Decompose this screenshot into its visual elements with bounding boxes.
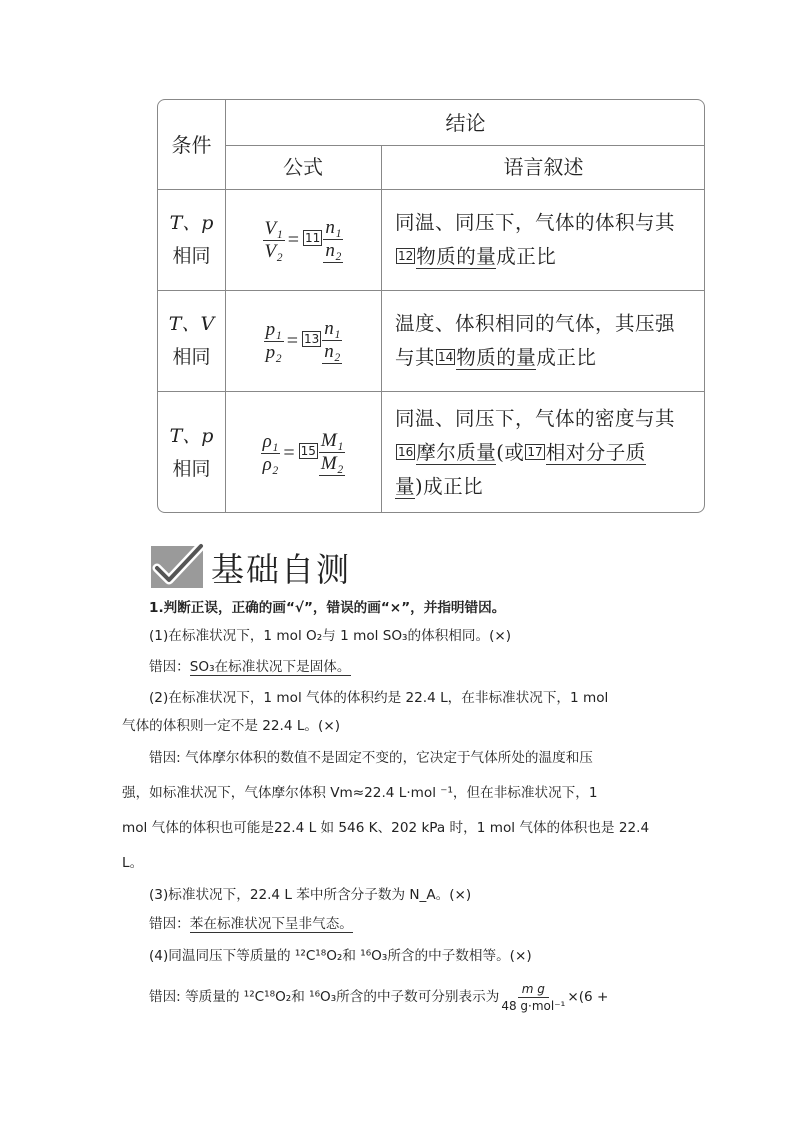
question-item: (3)标准状况下，22.4 L 苯中所含分子数为 N_A。(×) xyxy=(149,887,472,903)
question-intro: 1.判断正误，正确的画“√”，错误的画“×”，并指明错因。 xyxy=(149,600,506,616)
fraction-denominator: 48 g·mol⁻¹ xyxy=(501,998,566,1013)
condition-vars: T、p xyxy=(169,425,214,447)
description-text: )成正比 xyxy=(415,475,484,498)
description-text: (或 xyxy=(496,441,525,464)
condition-vars: T、V xyxy=(168,313,215,335)
blank-number-box: 16 xyxy=(398,444,414,459)
table-row-condition xyxy=(158,291,225,391)
equals-sign: = xyxy=(286,330,298,352)
formula-denominator: p₂ xyxy=(265,341,282,363)
fraction xyxy=(501,981,565,1014)
description-text: 成正比 xyxy=(536,346,597,369)
table-row-formula xyxy=(225,190,381,290)
header-description: 语言叙述 xyxy=(503,155,584,179)
formula-denominator: ρ₂ xyxy=(262,453,279,475)
fraction-numerator: m g xyxy=(518,981,549,998)
error-text: L。 xyxy=(122,855,144,871)
header-formula: 公式 xyxy=(283,155,323,179)
checkmark-icon xyxy=(151,546,203,588)
blank-number-box: 11 xyxy=(305,231,321,245)
formula-denominator: V₂ xyxy=(264,240,283,262)
table-row-condition xyxy=(158,392,225,513)
answer-denominator: n₂ xyxy=(325,240,342,261)
table-row-formula xyxy=(225,291,381,391)
answer-numerator: n₁ xyxy=(324,318,341,339)
question-item: (1)在标准状况下，1 mol O₂与 1 mol SO₃的体积相同。(×) xyxy=(149,628,512,644)
table-row-formula xyxy=(225,392,381,513)
formula-numerator: p₁ xyxy=(265,318,282,340)
condition-same: 相同 xyxy=(172,346,211,368)
blank-number-box: 12 xyxy=(398,248,414,263)
answer-text: 量 xyxy=(395,475,416,498)
error-text: 错因: 气体摩尔体积的数值不是固定不变的，它决定于气体所处的温度和压 xyxy=(149,750,593,766)
equals-sign: = xyxy=(283,442,295,464)
description-text: 温度、体积相同的气体，其压强 xyxy=(395,312,676,335)
blank-number-box: 14 xyxy=(438,349,454,364)
answer-numerator: M₁ xyxy=(320,430,344,451)
error-label: 错因： xyxy=(149,916,190,932)
error-reason xyxy=(149,914,709,934)
answer-numerator: n₁ xyxy=(325,217,342,238)
description-text: 同温、同压下，气体的密度与其 xyxy=(395,407,676,430)
question-item: 气体的体积则一定不是 22.4 L。(×) xyxy=(122,718,341,734)
question-item: (4)同温同压下等质量的 ¹²C¹⁸O₂和 ¹⁶O₃所含的中子数相等。(×) xyxy=(149,948,532,964)
answer-text: 物质的量 xyxy=(456,346,537,369)
section-title: 基础自测 xyxy=(211,549,351,589)
answer-text: 物质的量 xyxy=(416,245,497,268)
description-text: 成正比 xyxy=(496,245,557,268)
formula-numerator: ρ₁ xyxy=(262,430,279,452)
error-text: 强，如标准状况下，气体摩尔体积 Vm≈22.4 L·mol ⁻¹，但在非标准状况下，1 xyxy=(122,785,598,801)
description-text: 同温、同压下，气体的体积与其 xyxy=(395,211,676,234)
description-text: 与其 xyxy=(395,346,436,369)
header-condition: 条件 xyxy=(171,132,212,157)
equals-sign: = xyxy=(287,229,300,251)
header-conclusion: 结论 xyxy=(445,110,486,135)
table-row-condition xyxy=(158,190,225,290)
error-text: ×(6 + xyxy=(567,989,609,1005)
answer-denominator: n₂ xyxy=(324,341,341,362)
question-item: (2)在标准状况下，1 mol 气体的体积约是 22.4 L，在非标准状况下，1 mol xyxy=(149,690,609,706)
table-row-description xyxy=(381,190,705,290)
error-text: SO₃在标准状况下是固体。 xyxy=(189,659,351,675)
condition-vars: T、p xyxy=(169,212,214,234)
error-text: mol 气体的体积也可能是22.4 L 如 546 K、202 kPa 时，1 mol 气体的体积也是 22.4 xyxy=(122,820,650,836)
answer-text: 相对分子质 xyxy=(545,441,646,464)
error-text: 错因: 等质量的 ¹²C¹⁸O₂和 ¹⁶O₃所含的中子数可分别表示为 xyxy=(149,989,500,1005)
formula-numerator: V₁ xyxy=(264,217,283,239)
error-reason xyxy=(149,980,709,1014)
blank-number-box: 17 xyxy=(527,444,543,459)
answer-text: 摩尔质量 xyxy=(416,441,497,464)
error-label: 错因： xyxy=(149,659,190,675)
conditions-table xyxy=(157,99,705,513)
table-row-description xyxy=(381,392,705,513)
error-reason xyxy=(149,657,709,677)
error-text: 苯在标准状况下呈非气态。 xyxy=(189,916,353,932)
table-row-description xyxy=(381,291,705,391)
condition-same: 相同 xyxy=(172,245,211,267)
blank-number-box: 15 xyxy=(300,444,316,458)
condition-same: 相同 xyxy=(172,458,211,480)
section-heading xyxy=(151,544,351,590)
blank-number-box: 13 xyxy=(304,332,320,346)
answer-denominator: M₂ xyxy=(320,453,344,474)
